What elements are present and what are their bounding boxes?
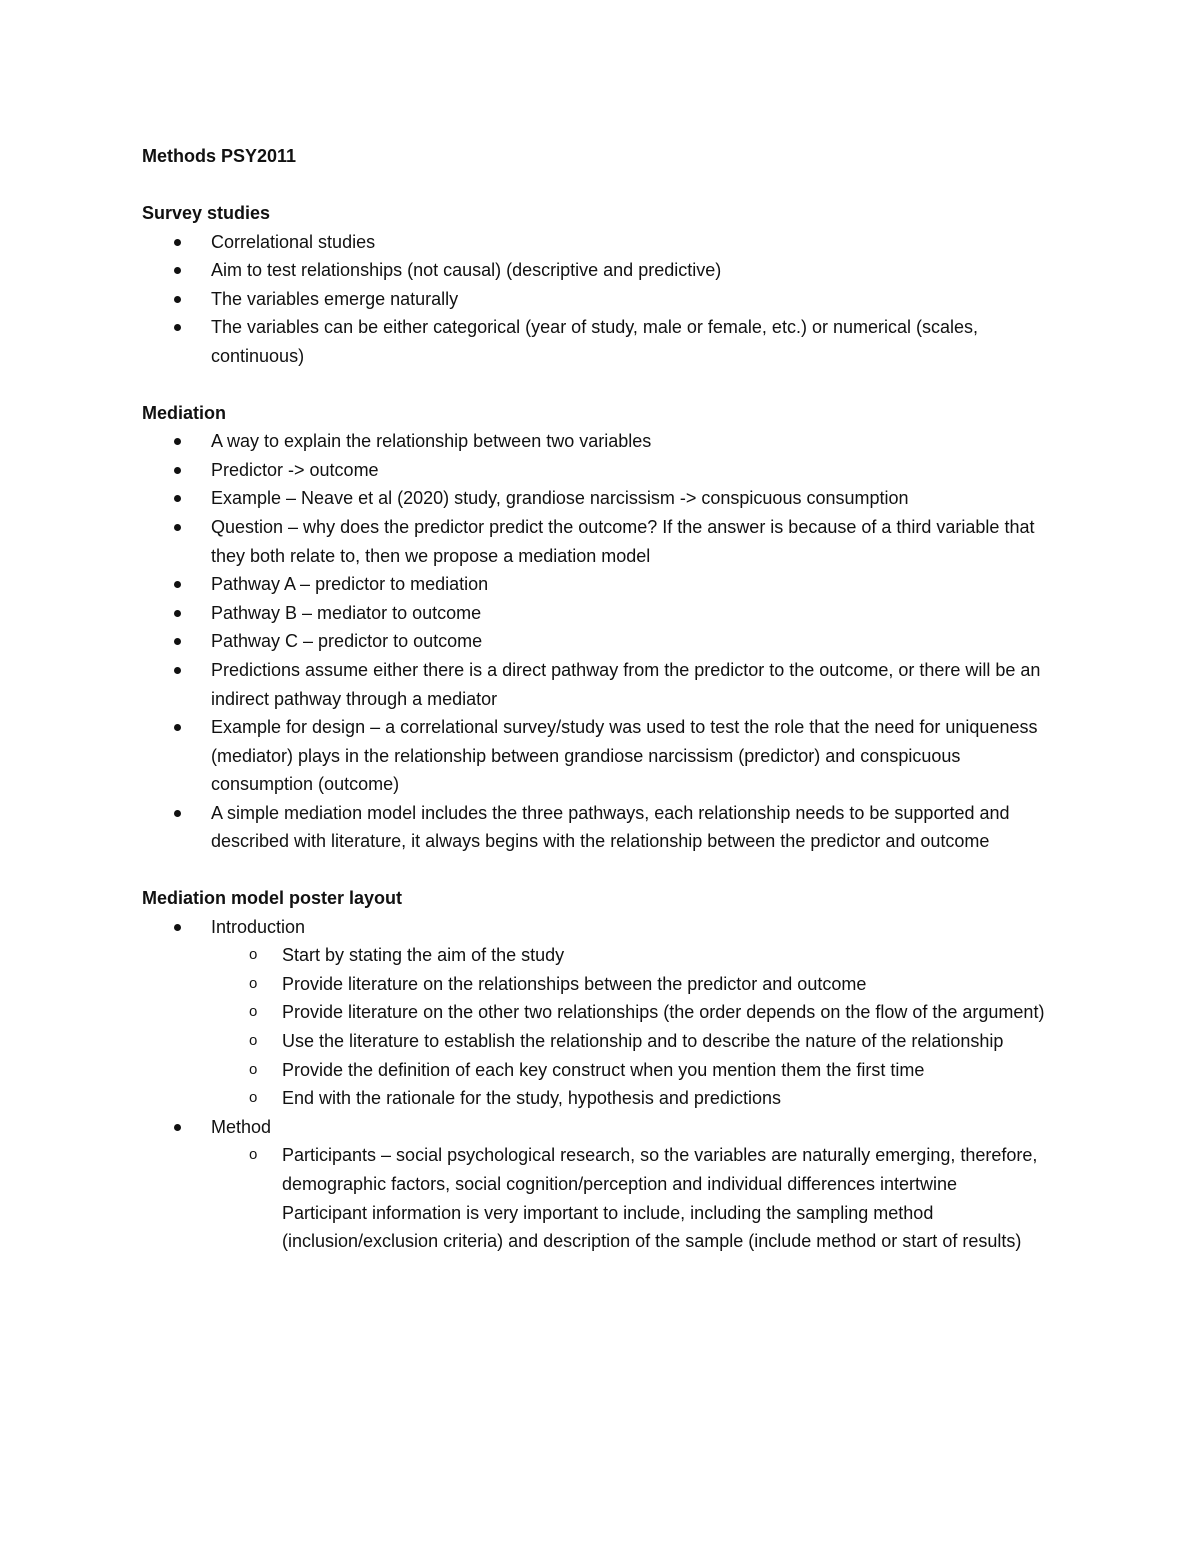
section-heading-survey-studies: Survey studies bbox=[142, 203, 271, 223]
bullet-icon bbox=[174, 1124, 181, 1131]
list-item: A simple mediation model includes the three pathways, each relationship needs to be supported and described with literature, it always begins with the relationship between the predictor and outcome bbox=[142, 799, 1062, 856]
circle-bullet-icon: o bbox=[249, 1089, 258, 1107]
bullet-icon bbox=[174, 296, 181, 303]
list-item: The variables can be either categorical (year of study, male or female, etc.) or numerical (scales, continuous) bbox=[142, 313, 1062, 370]
list-item: Example for design – a correlational survey/study was used to test the role that the need for uniqueness (mediator) plays in the relationship between grandiose narcissism (predictor) and conspicuous consumption (outcome) bbox=[142, 713, 1062, 799]
bullet-icon bbox=[174, 924, 181, 931]
list-item: The variables emerge naturally bbox=[142, 285, 1062, 314]
spacer bbox=[142, 856, 1062, 884]
list-item: Predictor -> outcome bbox=[142, 456, 1062, 485]
participants-note: Participant information is very important to include, including the sampling method (inclusion/exclusion criteria) and description of the sample (include method or start of results) bbox=[282, 1202, 1022, 1252]
document-page bbox=[142, 142, 1062, 1256]
sub-list-item: o Start by stating the aim of the study bbox=[211, 941, 1062, 970]
list-item: Pathway C – predictor to outcome bbox=[142, 627, 1062, 656]
list-item: Question – why does the predictor predict the outcome? If the answer is because of a third variable that they both relate to, then we propose a mediation model bbox=[142, 513, 1062, 570]
participants-text: Participants – social psychological research, so the variables are naturally emerging, therefore, demographic factors, social cognition/perception and individual differences intertwine bbox=[282, 1145, 1038, 1194]
document-title: Methods PSY2011 bbox=[142, 146, 297, 166]
bullet-icon bbox=[174, 667, 181, 674]
bullet-icon bbox=[174, 239, 181, 246]
circle-bullet-icon: o bbox=[249, 974, 258, 992]
bullet-icon bbox=[174, 724, 181, 731]
bullet-icon bbox=[174, 495, 181, 502]
bullet-icon bbox=[174, 638, 181, 645]
bullet-icon bbox=[174, 581, 181, 588]
circle-bullet-icon: o bbox=[249, 1032, 258, 1050]
list-item: Example – Neave et al (2020) study, grandiose narcissism -> conspicuous consumption bbox=[142, 484, 1062, 513]
list-item-method: Method o Participants – social psychological research, so the variables are naturally emerging, therefore, demographic factors, social cognition/perception and individual differences intertwine Participant information is very important to include, including the sampling method (inclusion/exclusion criteria) and description of the sample (include method or start of results) bbox=[142, 1113, 1062, 1256]
spacer bbox=[142, 371, 1062, 399]
list-item-introduction: Introduction o Start by stating the aim of the study o Provide literature on the relationships between the predictor and outcome o Provide literature on the other two relationships (the order depends on the flow of the argument) o Use the literature to establish the relationship and to describe the nature of the relationship o Provide the definition of each key construct when you mention them the first time o End with the rationale for the study, hypothesis and predictions bbox=[142, 913, 1062, 1113]
mediation-list bbox=[142, 427, 1062, 856]
sub-list-item: o Provide literature on the other two relationships (the order depends on the flow of the argument) bbox=[211, 998, 1062, 1027]
sub-list-item: o Use the literature to establish the relationship and to describe the nature of the relationship bbox=[211, 1027, 1062, 1056]
survey-studies-list bbox=[142, 228, 1062, 371]
bullet-icon bbox=[174, 524, 181, 531]
circle-bullet-icon: o bbox=[249, 1060, 258, 1078]
introduction-sublist bbox=[211, 941, 1062, 1113]
circle-bullet-icon: o bbox=[249, 946, 258, 964]
sub-list-item: o Provide the definition of each key construct when you mention them the first time bbox=[211, 1056, 1062, 1085]
circle-bullet-icon: o bbox=[249, 1146, 258, 1164]
list-item: Correlational studies bbox=[142, 228, 1062, 257]
section-heading-mediation: Mediation bbox=[142, 402, 226, 423]
bullet-icon bbox=[174, 610, 181, 617]
list-item: Aim to test relationships (not causal) (descriptive and predictive) bbox=[142, 256, 1062, 285]
list-item: A way to explain the relationship between two variables bbox=[142, 427, 1062, 456]
bullet-icon bbox=[174, 267, 181, 274]
sub-list-item bbox=[211, 1141, 1062, 1255]
bullet-icon bbox=[174, 438, 181, 445]
spacer bbox=[142, 171, 1062, 199]
list-item: Pathway B – mediator to outcome bbox=[142, 599, 1062, 628]
sub-list-item: o End with the rationale for the study, hypothesis and predictions bbox=[211, 1084, 1062, 1113]
sub-list-item: o Provide literature on the relationships between the predictor and outcome bbox=[211, 970, 1062, 999]
section-heading-poster-layout: Mediation model poster layout bbox=[142, 888, 403, 909]
circle-bullet-icon: o bbox=[249, 1003, 258, 1021]
bullet-icon bbox=[174, 324, 181, 331]
bullet-icon bbox=[174, 467, 181, 474]
list-item: Pathway A – predictor to mediation bbox=[142, 570, 1062, 599]
poster-layout-list bbox=[142, 913, 1062, 1256]
method-sublist bbox=[211, 1141, 1062, 1255]
bullet-icon bbox=[174, 810, 181, 817]
list-item: Predictions assume either there is a direct pathway from the predictor to the outcome, or there will be an indirect pathway through a mediator bbox=[142, 656, 1062, 713]
